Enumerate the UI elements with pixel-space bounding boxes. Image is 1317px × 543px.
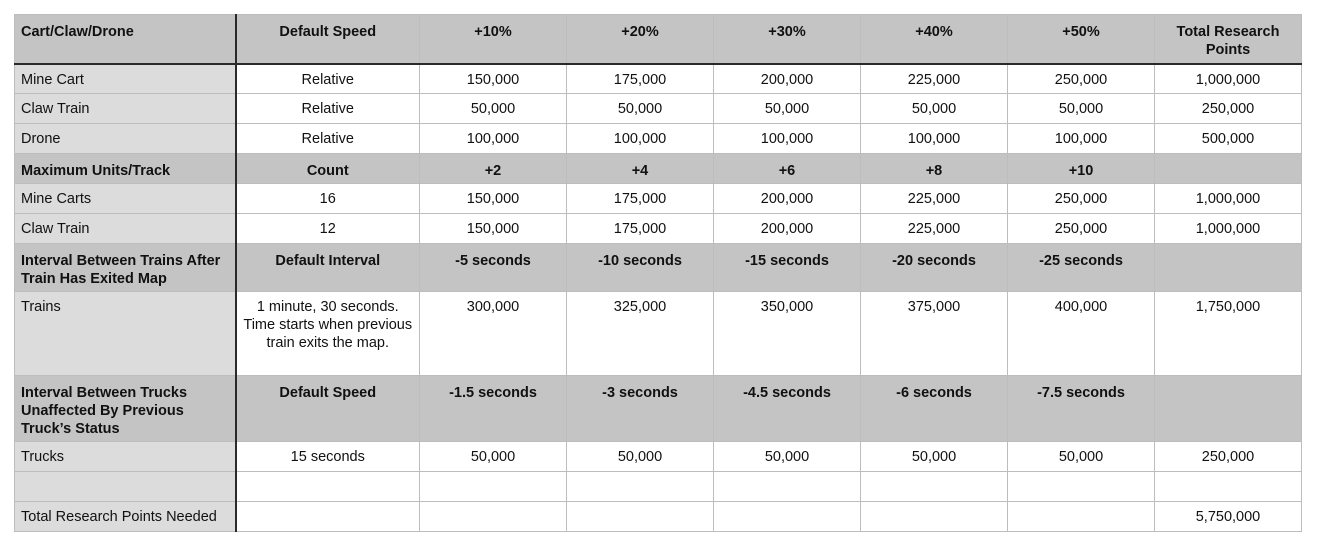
table-cell: 150,000 (420, 64, 567, 94)
table-cell: +10 (1008, 154, 1155, 184)
research-table (14, 14, 1302, 532)
row-label-cell: Trains (15, 292, 236, 376)
table-cell: 300,000 (420, 292, 567, 376)
table-cell: 225,000 (861, 184, 1008, 214)
table-cell: 1,000,000 (1155, 64, 1302, 94)
table-cell: 175,000 (567, 214, 714, 244)
table-cell: 100,000 (420, 124, 567, 154)
table-cell (714, 502, 861, 532)
table-cell (236, 502, 420, 532)
table-cell: -5 seconds (420, 244, 567, 292)
table-cell: Relative (236, 64, 420, 94)
table-cell: 250,000 (1008, 214, 1155, 244)
table-cell: 200,000 (714, 64, 861, 94)
table-cell: -1.5 seconds (420, 376, 567, 442)
header-cell: +10% (420, 15, 567, 64)
table-cell: +4 (567, 154, 714, 184)
table-cell: Count (236, 154, 420, 184)
header-cell: +20% (567, 15, 714, 64)
table-cell (1155, 244, 1302, 292)
table-cell: 1,000,000 (1155, 214, 1302, 244)
header-cell: +40% (861, 15, 1008, 64)
table-cell: 50,000 (714, 94, 861, 124)
table-row (15, 184, 1302, 214)
table-cell (1155, 154, 1302, 184)
table-cell: 200,000 (714, 214, 861, 244)
table-cell: 400,000 (1008, 292, 1155, 376)
table-cell: 1,750,000 (1155, 292, 1302, 376)
table-cell: Default Interval (236, 244, 420, 292)
table-cell: 250,000 (1155, 94, 1302, 124)
table-cell (714, 472, 861, 502)
table-cell (420, 472, 567, 502)
table-cell: 350,000 (714, 292, 861, 376)
table-cell (567, 472, 714, 502)
row-label-cell: Claw Train (15, 214, 236, 244)
table-cell: 1,000,000 (1155, 184, 1302, 214)
table-cell: -15 seconds (714, 244, 861, 292)
row-label-cell: Total Research Points Needed (15, 502, 236, 532)
table-cell: 50,000 (420, 442, 567, 472)
table-row (15, 472, 1302, 502)
table-cell: +6 (714, 154, 861, 184)
table-cell: 500,000 (1155, 124, 1302, 154)
row-label-cell: Mine Cart (15, 64, 236, 94)
table-cell (861, 472, 1008, 502)
table-cell: -20 seconds (861, 244, 1008, 292)
table-cell: 250,000 (1008, 184, 1155, 214)
row-label-cell (15, 472, 236, 502)
table-cell: 50,000 (714, 442, 861, 472)
table-cell (1155, 472, 1302, 502)
table-cell: -3 seconds (567, 376, 714, 442)
table-cell: +2 (420, 154, 567, 184)
row-label-cell: Drone (15, 124, 236, 154)
table-cell: 325,000 (567, 292, 714, 376)
table-row (15, 442, 1302, 472)
table-row (15, 502, 1302, 532)
table-cell: -25 seconds (1008, 244, 1155, 292)
table-cell: 100,000 (861, 124, 1008, 154)
table-cell: 50,000 (861, 442, 1008, 472)
table-cell: 250,000 (1008, 64, 1155, 94)
table-cell: -4.5 seconds (714, 376, 861, 442)
table-cell: 5,750,000 (1155, 502, 1302, 532)
table-cell (567, 502, 714, 532)
table-cell: 100,000 (1008, 124, 1155, 154)
table-cell: 375,000 (861, 292, 1008, 376)
header-cell: Total Research Points (1155, 15, 1302, 64)
table-cell: -6 seconds (861, 376, 1008, 442)
table-cell: 175,000 (567, 184, 714, 214)
table-row (15, 124, 1302, 154)
row-label-cell: Maximum Units/Track (15, 154, 236, 184)
table-cell: 50,000 (567, 442, 714, 472)
table-cell: Relative (236, 124, 420, 154)
row-label-cell: Trucks (15, 442, 236, 472)
table-cell: 50,000 (567, 94, 714, 124)
table-cell: +8 (861, 154, 1008, 184)
table-cell: -10 seconds (567, 244, 714, 292)
table-row (15, 94, 1302, 124)
header-cell: +50% (1008, 15, 1155, 64)
table-cell: 16 (236, 184, 420, 214)
header-cell: +30% (714, 15, 861, 64)
table-row (15, 292, 1302, 376)
table-cell (1008, 502, 1155, 532)
table-cell: 12 (236, 214, 420, 244)
table-cell: 200,000 (714, 184, 861, 214)
table-cell (1155, 376, 1302, 442)
section-header-row (15, 376, 1302, 442)
table-cell (1008, 472, 1155, 502)
header-row (15, 15, 1302, 64)
table-cell: 225,000 (861, 64, 1008, 94)
table-cell: Relative (236, 94, 420, 124)
table-cell (861, 502, 1008, 532)
table-row (15, 214, 1302, 244)
table-cell: 50,000 (1008, 94, 1155, 124)
table-cell: 15 seconds (236, 442, 420, 472)
table-cell: -7.5 seconds (1008, 376, 1155, 442)
table-cell: 250,000 (1155, 442, 1302, 472)
table-cell (420, 502, 567, 532)
table-cell: 175,000 (567, 64, 714, 94)
row-label-cell: Interval Between Trains After Train Has Exited Map (15, 244, 236, 292)
table-cell (236, 472, 420, 502)
table-cell: 50,000 (1008, 442, 1155, 472)
header-cell: Cart/Claw/Drone (15, 15, 236, 64)
row-label-cell: Interval Between Trucks Unaffected By Previous Truck’s Status (15, 376, 236, 442)
table-cell: 50,000 (861, 94, 1008, 124)
table-cell: 150,000 (420, 214, 567, 244)
table-cell: 1 minute, 30 seconds. Time starts when previous train exits the map. (236, 292, 420, 376)
section-header-row (15, 244, 1302, 292)
table-cell: 50,000 (420, 94, 567, 124)
table-row (15, 64, 1302, 94)
row-label-cell: Mine Carts (15, 184, 236, 214)
table-cell: 225,000 (861, 214, 1008, 244)
header-cell: Default Speed (236, 15, 420, 64)
table-cell: Default Speed (236, 376, 420, 442)
table-cell: 100,000 (714, 124, 861, 154)
row-label-cell: Claw Train (15, 94, 236, 124)
table-cell: 100,000 (567, 124, 714, 154)
section-header-row (15, 154, 1302, 184)
table-cell: 150,000 (420, 184, 567, 214)
